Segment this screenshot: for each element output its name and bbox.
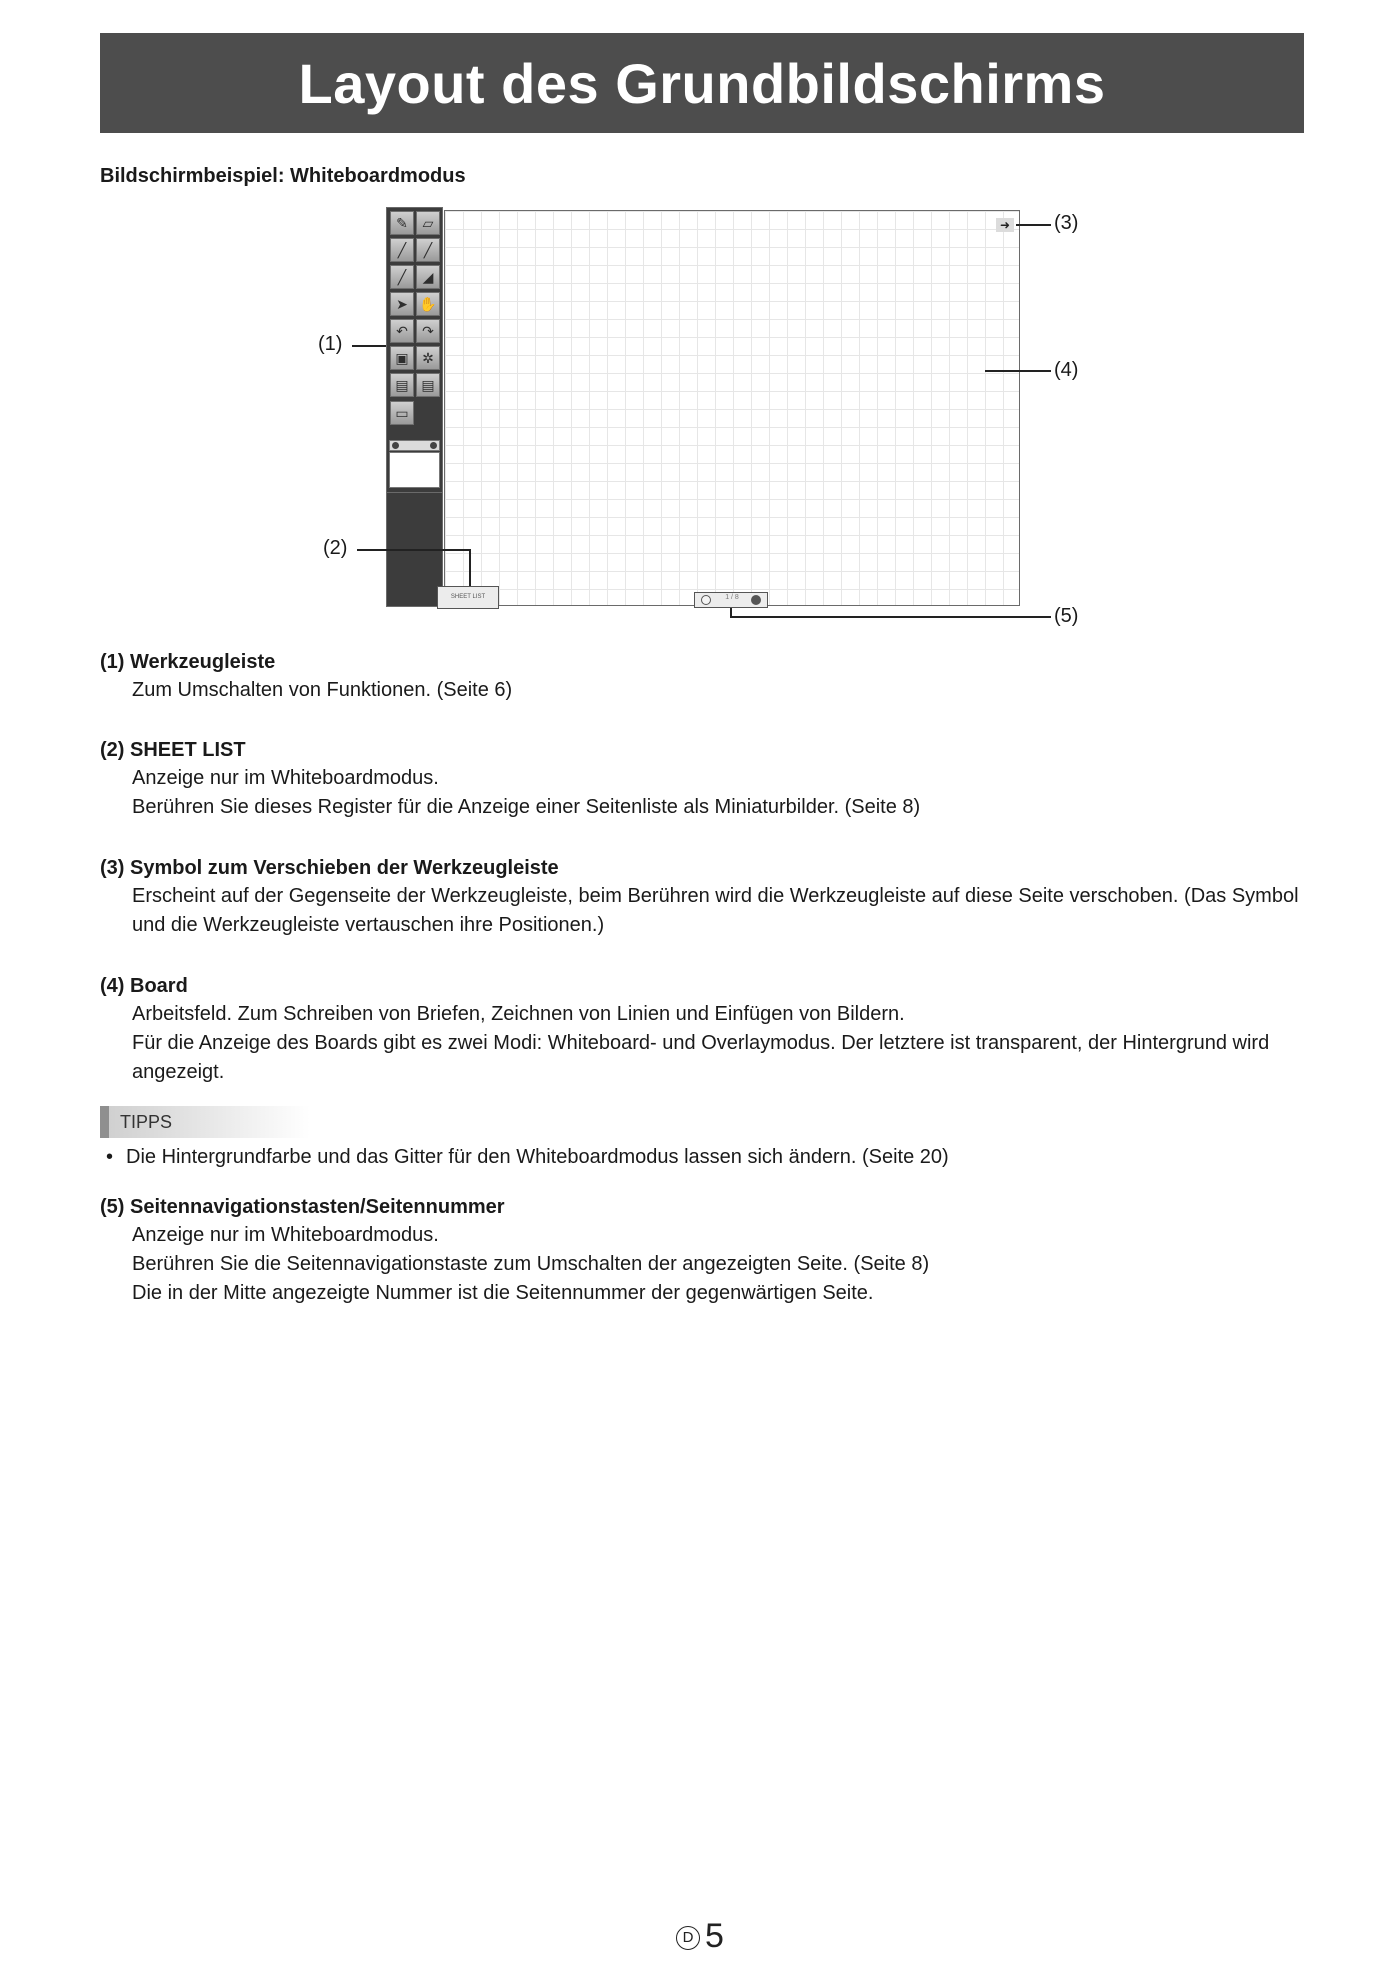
sheet-list-tab[interactable]: SHEET LIST: [437, 586, 499, 609]
page-thumbnail[interactable]: [389, 452, 440, 488]
callout-3: (3): [1054, 212, 1079, 234]
section-text: Anzeige nur im Whiteboardmodus.: [132, 1224, 439, 1246]
print-icon[interactable]: ▤: [416, 373, 440, 397]
folder-icon[interactable]: ▱: [416, 211, 440, 235]
redo-icon[interactable]: ↷: [416, 319, 440, 343]
whiteboard-board: [444, 210, 1020, 606]
example-label: Bildschirmbeispiel: Whiteboardmodus: [100, 165, 466, 187]
section-text: Anzeige nur im Whiteboardmodus.: [132, 767, 439, 789]
callout-5: (5): [1054, 605, 1079, 627]
pen-icon[interactable]: ✎: [390, 211, 414, 235]
footer-page-number: 5: [705, 1917, 724, 1955]
print-icon[interactable]: ▤: [390, 373, 414, 397]
undo-icon[interactable]: ↶: [390, 319, 414, 343]
section-text: Zum Umschalten von Funktionen. (Seite 6): [132, 679, 513, 701]
tip-item: • Die Hintergrundfarbe und das Gitter für den Whiteboardmodus lassen sich ändern. (Seite 20): [106, 1146, 949, 1168]
section-text: Für die Anzeige des Boards gibt es zwei Modi: Whiteboard- und Overlaymodus. Der letztere ist transparent, der Hintergrund wird angezeigt.: [132, 1032, 1270, 1083]
save-icon[interactable]: ▣: [390, 346, 414, 370]
section-text: Arbeitsfeld. Zum Schreiben von Briefen, Zeichnen von Linien und Einfügen von Bildern.: [132, 1003, 905, 1025]
highlighter-icon[interactable]: ╱: [390, 265, 414, 289]
arrow-right-icon[interactable]: ➜: [996, 218, 1014, 232]
section-heading: (4) Board: [100, 975, 188, 997]
callout-2: (2): [323, 537, 348, 559]
section-seitennavigation: [100, 1193, 1310, 1308]
section-sheet-list: [100, 736, 1310, 822]
callout-4: (4): [1054, 359, 1079, 381]
settings-icon[interactable]: ✲: [416, 346, 440, 370]
prev-page-button[interactable]: [701, 595, 711, 605]
toolbar-page-control[interactable]: [389, 440, 440, 451]
eraser-icon[interactable]: ◢: [416, 265, 440, 289]
section-heading: (5) Seitennavigationstasten/Seitennummer: [100, 1196, 505, 1218]
region-mark: D: [676, 1926, 700, 1950]
page-footer: [0, 1917, 1400, 1956]
section-board: [100, 972, 1310, 1087]
pen-icon[interactable]: ╱: [416, 238, 440, 262]
section-text: Berühren Sie dieses Register für die Anzeige einer Seitenliste als Miniaturbilder. (Seite 8): [132, 796, 921, 818]
pen-icon[interactable]: ╱: [390, 238, 414, 262]
page-navigation: [694, 592, 768, 608]
callout-1: (1): [318, 333, 343, 355]
tips-label: TIPPS: [100, 1106, 310, 1138]
section-heading: (3) Symbol zum Verschieben der Werkzeugleiste: [100, 857, 559, 879]
section-symbol-verschieben: [100, 854, 1310, 940]
page-title: Layout des Grundbildschirms: [100, 33, 1304, 133]
section-heading: (1) Werkzeugleiste: [100, 651, 276, 673]
tip-text: Die Hintergrundfarbe und das Gitter für den Whiteboardmodus lassen sich ändern. (Seite 20): [126, 1146, 949, 1168]
section-werkzeugleiste: [100, 648, 1310, 705]
section-heading: (2) SHEET LIST: [100, 739, 246, 761]
section-text: Erscheint auf der Gegenseite der Werkzeugleiste, beim Berühren wird die Werkzeugleiste auf diese Seite verschoben. (Das Symbol und die Werkzeugleiste vertauschen ihre Positionen.): [132, 885, 1299, 936]
section-text: Berühren Sie die Seitennavigationstaste zum Umschalten der angezeigten Seite. (Seite 8): [132, 1253, 930, 1275]
hand-icon[interactable]: ✋: [416, 292, 440, 316]
monitor-icon[interactable]: ▭: [390, 401, 414, 425]
pointer-icon[interactable]: ➤: [390, 292, 414, 316]
page-number: 1 / 8: [725, 594, 739, 601]
next-page-button[interactable]: [751, 595, 761, 605]
section-text: Die in der Mitte angezeigte Nummer ist die Seitennummer der gegenwärtigen Seite.: [132, 1282, 874, 1304]
